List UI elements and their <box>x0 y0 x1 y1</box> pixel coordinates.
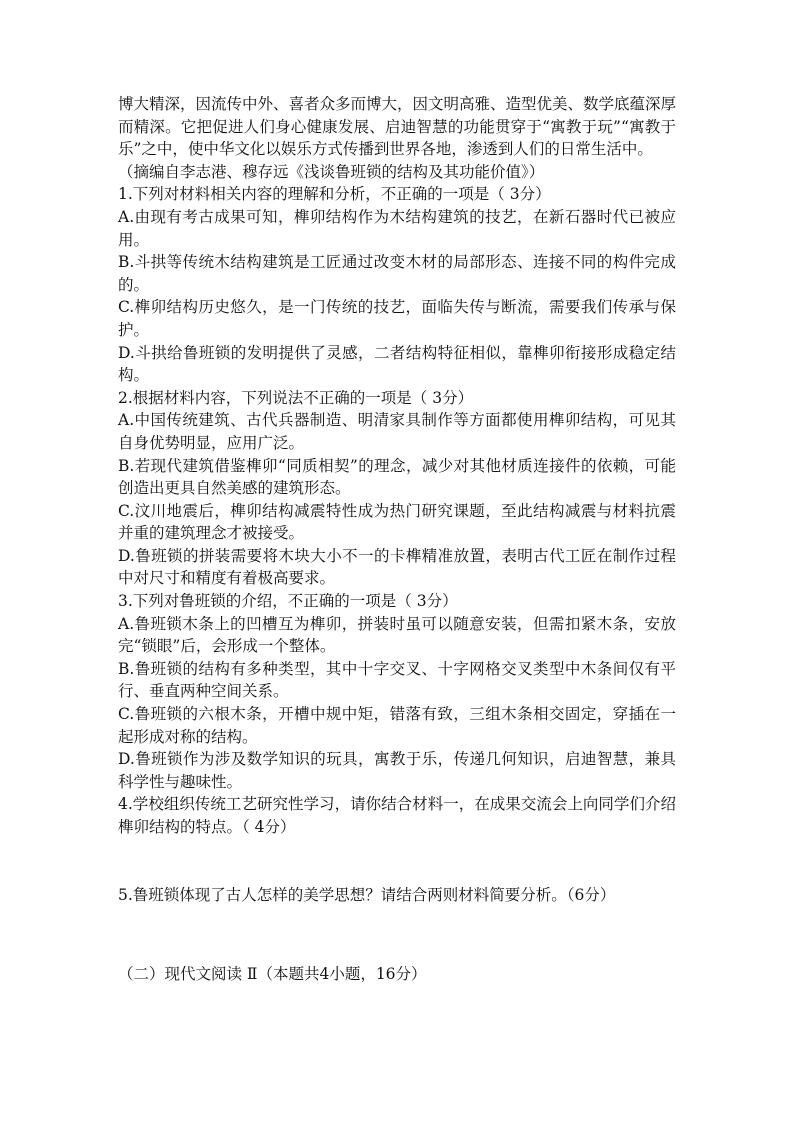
option-a: A.鲁班锁木条上的凹槽互为榫卯，拼装时虽可以随意安装，但需扣紧木条，安放完“锁眼”后，会形成一个整体。 <box>118 614 676 656</box>
option-d: D.斗拱给鲁班锁的发明提供了灵感，二者结构特征相似，靠榫卯衔接形成稳定结构。 <box>118 343 676 385</box>
option-a: A.由现有考古成果可知，榫卯结构作为木结构建筑的技艺，在新石器时代已被应用。 <box>118 207 676 249</box>
question-3 <box>118 590 676 793</box>
option-b: B.鲁班锁的结构有多种类型，其中十字交叉、十字网格交叉类型中木条间仅有平行、垂直两种空间关系。 <box>118 659 676 701</box>
section-heading: （二）现代文阅读 Ⅱ（本题共4小题，16分） <box>118 965 427 984</box>
option-d: D.鲁班锁的拼装需要将木块大小不一的卡榫精准放置，表明古代工匠在制作过程中对尺寸和精度有着极高要求。 <box>118 546 676 588</box>
answer-space <box>118 839 676 884</box>
option-b: B.若现代建筑借鉴榫卯“同质相契”的理念，减少对其他材质连接件的依赖，可能创造出更具自然美感的建筑形态。 <box>118 456 676 498</box>
question-stem: 4.学校组织传统工艺研究性学习，请你结合材料一，在成果交流会上向同学们介绍榫卯结构的特点。（ 4分） <box>118 795 676 836</box>
option-c: C.汶川地震后，榫卯结构减震特性成为热门研究课题，至此结构减震与材料抗震并重的建筑理念才被接受。 <box>118 501 676 543</box>
intro-paragraph: 博大精深，因流传中外、喜者众多而博大，因文明高雅、造型优美、数学底蕴深厚而精深。它把促进人们身心健康发展、启迪智慧的功能贯穿于“寓教于玩”“寓教于乐”之中，使中华文化以娱乐方式传播到世界各地，渗透到人们的日常生活中。 <box>118 95 677 159</box>
question-1 <box>118 183 676 386</box>
option-d: D.鲁班锁作为涉及数学知识的玩具，寓教于乐，传递几何知识，启迪智慧，兼具科学性与趣味性。 <box>118 750 676 791</box>
document-page <box>118 93 676 986</box>
source-citation: （摘编自李志港、穆存远《浅谈鲁班锁的结构及其功能价值》） <box>118 162 545 181</box>
option-b: B.斗拱等传统木结构建筑是工匠通过改变木材的局部形态、连接不同的构件完成的。 <box>118 253 676 294</box>
question-stem: 3.下列对鲁班锁的介绍，不正确的一项是（ 3分） <box>118 592 458 611</box>
option-c: C.榫卯结构历史悠久，是一门传统的技艺，面临失传与断流，需要我们传承与保护。 <box>118 298 676 339</box>
answer-space <box>118 906 676 963</box>
question-5 <box>118 884 676 907</box>
question-stem: 2.根据材料内容，下列说法不正确的一项是（ 3分） <box>118 388 474 407</box>
question-stem: 1.下列对材料相关内容的理解和分析，不正确的一项是（ 3分） <box>118 185 551 204</box>
question-4 <box>118 793 676 838</box>
question-stem: 5.鲁班锁体现了古人怎样的美学思想？请结合两则材料简要分析。（6分） <box>118 885 616 904</box>
option-a: A.中国传统建筑、古代兵器制造、明清家具制作等方面都使用榫卯结构，可见其自身优势明显，应用广泛。 <box>118 411 676 452</box>
option-c: C.鲁班锁的六根木条，开槽中规中矩，错落有致，三组木条相交固定，穿插在一起形成对称的结构。 <box>118 705 676 746</box>
question-2 <box>118 387 676 590</box>
